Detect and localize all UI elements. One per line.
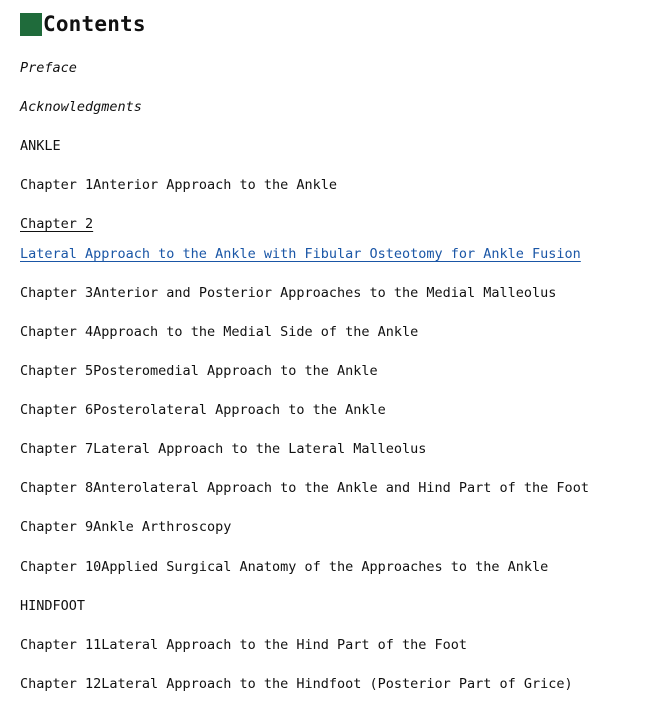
chapter-title: Lateral Approach to the Lateral Malleolus	[93, 441, 427, 457]
chapter-title: Posteromedial Approach to the Ankle	[93, 363, 378, 379]
toc-chapter-2-label[interactable]: Chapter 2	[20, 216, 94, 232]
chapter-label: Chapter 8	[20, 480, 94, 496]
chapter-title: Posterolateral Approach to the Ankle	[93, 402, 386, 418]
heading-marker-icon	[20, 13, 42, 36]
chapter-label: Chapter 10	[20, 559, 102, 575]
toc-preface[interactable]: Preface	[20, 60, 77, 76]
page-title: Contents	[43, 12, 146, 36]
chapter-title: Ankle Arthroscopy	[93, 519, 232, 535]
toc-chapter-1[interactable]	[20, 176, 337, 194]
toc-chapter-10[interactable]	[20, 558, 548, 576]
chapter-label: Chapter 1	[20, 177, 94, 193]
chapter-title: Anterior and Posterior Approaches to the Medial Malleolus	[93, 285, 557, 301]
chapter-label: Chapter 7	[20, 441, 94, 457]
chapter-title: Lateral Approach to the Hindfoot (Posterior Part of Grice)	[101, 676, 573, 692]
contents-heading	[20, 11, 146, 37]
section-ankle: ANKLE	[20, 138, 61, 154]
toc-chapter-9[interactable]	[20, 518, 231, 536]
chapter-title: Anterior Approach to the Ankle	[93, 177, 337, 193]
chapter-label: Chapter 3	[20, 285, 94, 301]
toc-acknowledgments[interactable]: Acknowledgments	[20, 99, 142, 115]
chapter-label: Chapter 12	[20, 676, 102, 692]
chapter-label: Chapter 5	[20, 363, 94, 379]
toc-chapter-12[interactable]	[20, 675, 573, 693]
chapter-title: Lateral Approach to the Hind Part of the Foot	[101, 637, 468, 653]
chapter-title: Applied Surgical Anatomy of the Approaches to the Ankle	[101, 559, 549, 575]
chapter-title: Anterolateral Approach to the Ankle and Hind Part of the Foot	[93, 480, 589, 496]
toc-chapter-4[interactable]	[20, 323, 418, 341]
toc-chapter-11[interactable]	[20, 636, 467, 654]
toc-chapter-7[interactable]	[20, 440, 426, 458]
chapter-label: Chapter 6	[20, 402, 94, 418]
chapter-title: Approach to the Medial Side of the Ankle	[93, 324, 419, 340]
chapter-label: Chapter 9	[20, 519, 94, 535]
toc-chapter-6[interactable]	[20, 401, 386, 419]
chapter-label: Chapter 11	[20, 637, 102, 653]
toc-chapter-3[interactable]	[20, 284, 556, 302]
chapter-label: Chapter 4	[20, 324, 94, 340]
toc-chapter-2-title-link[interactable]: Lateral Approach to the Ankle with Fibular Osteotomy for Ankle Fusion	[20, 246, 581, 262]
toc-chapter-5[interactable]	[20, 362, 378, 380]
section-hindfoot: HINDFOOT	[20, 598, 86, 614]
toc-chapter-8[interactable]	[20, 479, 589, 497]
